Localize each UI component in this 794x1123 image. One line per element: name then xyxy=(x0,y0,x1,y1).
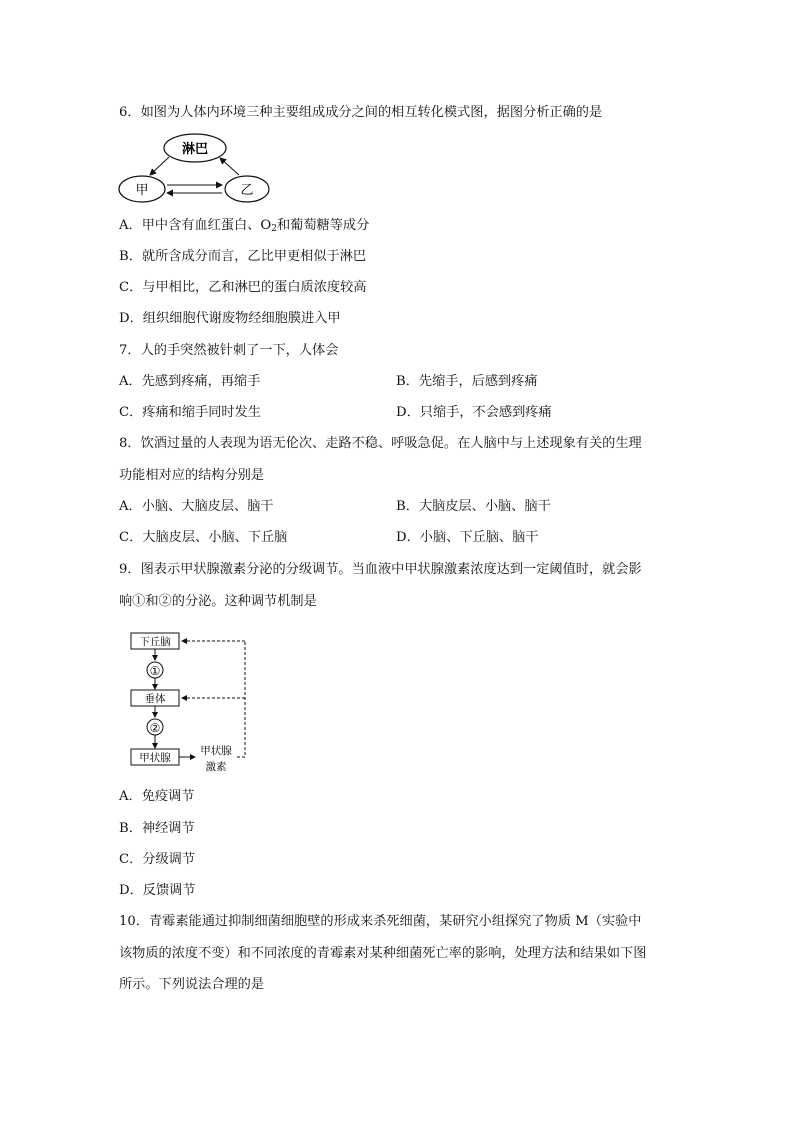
pituitary-label: 垂体 xyxy=(144,693,166,705)
q6-option-a-text: A．甲中含有血红蛋白、O xyxy=(119,218,272,233)
circle-2-label: ② xyxy=(149,721,161,735)
hypothalamus-label: 下丘脑 xyxy=(139,636,171,648)
thyroid-label: 甲状腺 xyxy=(139,752,171,764)
jia-label: 甲 xyxy=(135,183,149,198)
q6-option-a-text-2: 和葡萄糖等成分 xyxy=(276,218,370,233)
q10-stem-line-1: 10．青霉素能通过抑制细菌细胞壁的形成来杀死细菌，某研究小组探究了物质 M（实验中 xyxy=(119,914,642,929)
yi-label: 乙 xyxy=(240,183,254,198)
arrow-yi-to-lymph xyxy=(220,158,239,175)
q6-option-d: D．组织细胞代谢废物经细胞膜进入甲 xyxy=(119,311,341,326)
feedback-dashed-line xyxy=(237,641,245,757)
q6-option-a xyxy=(119,217,369,238)
q7-option-b: B．先缩手，后感到疼痛 xyxy=(396,374,538,389)
q9-option-c: C．分级调节 xyxy=(119,852,196,867)
q9-option-b: B．神经调节 xyxy=(119,821,195,836)
q10-stem-line-2: 该物质的浓度不变）和不同浓度的青霉素对某种细菌死亡率的影响，处理方法和结果如下图 xyxy=(119,946,647,961)
arrow-lymph-to-jia xyxy=(150,157,169,175)
q7-stem: 7．人的手突然被针刺了一下，人体会 xyxy=(119,343,339,358)
hormone-label-line-2: 激素 xyxy=(205,761,227,773)
q8-option-a: A．小脑、大脑皮层、脑干 xyxy=(119,499,274,514)
q7-option-a: A．先感到疼痛，再缩手 xyxy=(119,374,261,389)
q8-stem-line-1: 8．饮酒过量的人表现为语无伦次、走路不稳、呼吸急促。在人脑中与上述现象有关的生理 xyxy=(119,436,642,451)
q9-option-a: A．免疫调节 xyxy=(119,789,195,804)
q8-option-b: B．大脑皮层、小脑、脑干 xyxy=(396,499,551,514)
q8-option-c: C．大脑皮层、小脑、下丘脑 xyxy=(119,530,288,545)
q6-option-c: C．与甲相比，乙和淋巴的蛋白质浓度较高 xyxy=(119,280,367,295)
circle-1-label: ① xyxy=(149,664,161,678)
q6-option-b: B．就所含成分而言，乙比甲更相似于淋巴 xyxy=(119,249,367,264)
q10-stem-line-3: 所示。下列说法合理的是 xyxy=(119,977,265,992)
q9-option-d: D．反馈调节 xyxy=(119,883,196,898)
body-fluid-diagram xyxy=(112,128,282,210)
lymph-label: 淋巴 xyxy=(181,142,209,157)
hormone-label-line-1: 甲状腺 xyxy=(200,745,232,757)
q6-option-a-sub: 2 xyxy=(271,224,277,234)
q7-option-c: C．疼痛和缩手同时发生 xyxy=(119,405,261,420)
q7-option-d: D．只缩手，不会感到疼痛 xyxy=(396,405,552,420)
q8-option-d: D．小脑、下丘脑、脑干 xyxy=(396,530,539,545)
q9-stem-line-1: 9．图表示甲状腺激素分泌的分级调节。当血液中甲状腺激素浓度达到一定阈值时，就会影 xyxy=(119,562,642,577)
thyroid-regulation-diagram xyxy=(126,630,256,778)
q8-stem-line-2: 功能相对应的结构分别是 xyxy=(119,468,265,483)
q6-stem: 6．如图为人体内环境三种主要组成成分之间的相互转化模式图，据图分析正确的是 xyxy=(119,105,603,120)
q9-stem-line-2: 响①和②的分泌。这种调节机制是 xyxy=(119,594,317,609)
